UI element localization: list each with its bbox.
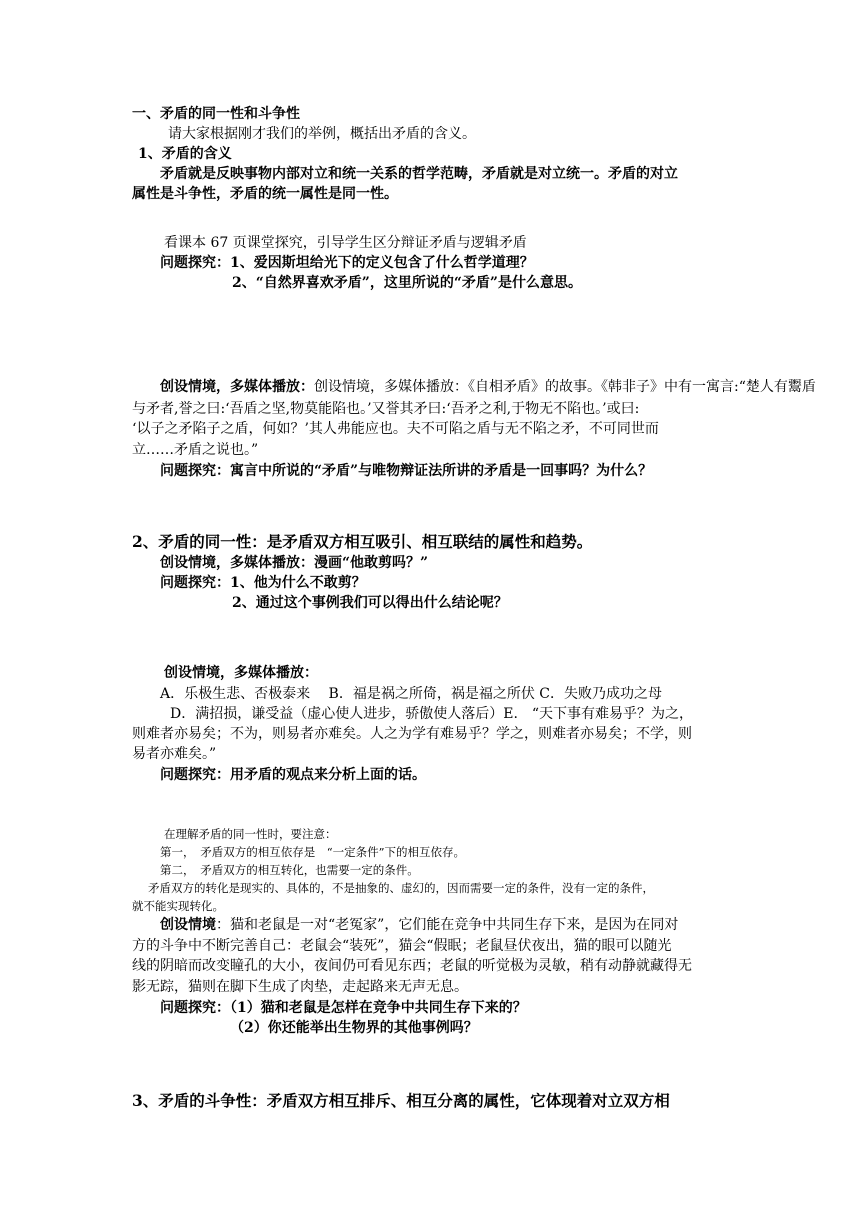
note-second: 第二， 矛盾双方的相互转化，也需要一定的条件。 xyxy=(160,863,419,877)
story-line-2: 与矛者,誉之曰:‘吾盾之坚,物莫能陷也。’又誉其矛曰:‘吾矛之利,于物无不陷也。’或曰: xyxy=(132,401,640,417)
definition-line-1: 矛盾就是反映事物内部对立和统一关系的哲学范畴，矛盾就是对立统一。矛盾的对立 xyxy=(160,166,678,182)
option-d-line-1: D．满招损，谦受益（虚心使人进步，骄傲使人落后）E. “天下事有难易乎？为之， xyxy=(170,706,694,722)
cat-line-3: 线的阴暗而改变瞳孔的大小，夜间仍可看见东西；老鼠的听觉极为灵敏，稍有动静就藏得无 xyxy=(132,958,692,974)
question-5a: 问题探究：（1）猫和老鼠是怎样在竞争中共同生存下来的？ xyxy=(160,1000,527,1016)
cat-line-1 xyxy=(160,915,678,935)
note-first: 第一， 矛盾双方的相互依存是 “一定条件”下的相互依存。 xyxy=(160,845,466,859)
definition-line-2: 属性是斗争性，矛盾的统一属性是同一性。 xyxy=(132,186,398,202)
question-4: 问题探究：用矛盾的观点来分析上面的话。 xyxy=(160,767,426,783)
option-a-line: A．乐极生悲、否极泰来 B．福是祸之所倚，祸是福之所伏 C．失败乃成功之母 xyxy=(160,686,663,702)
question-3b: 2、通过这个事例我们可以得出什么结论呢？ xyxy=(232,595,508,611)
intro-line: 请大家根据刚才我们的举例，概括出矛盾的含义。 xyxy=(168,126,476,142)
question-2: 问题探究：寓言中所说的“矛盾”与唯物辩证法所讲的矛盾是一回事吗？为什么？ xyxy=(160,463,653,479)
subheading-meaning: 1、矛盾的含义 xyxy=(138,146,232,162)
question-5b: （2）你还能举出生物界的其他事例吗？ xyxy=(230,1020,478,1036)
cat-line-4: 影无踪，猫则在脚下生成了肉垫，走起路来无声无息。 xyxy=(132,979,468,995)
note-intro: 在理解矛盾的同一性时，要注意： xyxy=(164,827,337,841)
question-1b: 2、“自然界喜欢矛盾”，这里所说的“矛盾”是什么意思。 xyxy=(232,275,582,291)
note-transform-1: 矛盾双方的转化是现实的、具体的，不是抽象的、虚幻的，因而需要一定的条件，没有一定的条件， xyxy=(148,881,654,895)
section-heading-struggle: 3、矛盾的斗争性：矛盾双方相互排斥、相互分离的属性，它体现着对立双方相 xyxy=(132,1091,670,1110)
textbook-line: 看课本 67 页课堂探究，引导学生区分辩证矛盾与逻辑矛盾 xyxy=(164,235,527,251)
cat-text-1: ：猫和老鼠是一对“老冤家”，它们能在竞争中共同生存下来，是因为在同对 xyxy=(216,917,679,933)
option-d-line-3: 易者亦难矣。” xyxy=(132,746,217,762)
story-line-1 xyxy=(160,377,816,397)
question-1a: 问题探究：1、爱因斯坦给光下的定义包含了什么哲学道理？ xyxy=(160,255,534,271)
comic-line: 创设情境，多媒体播放：漫画“他敢剪吗？” xyxy=(160,555,429,571)
story-line-3: ‘以子之矛陷子之盾，何如？’其人弗能应也。夫不可陷之盾与无不陷之矛，不可同世而 xyxy=(132,421,659,437)
story-line-4: 立……矛盾之说也。” xyxy=(132,442,259,458)
question-3a: 问题探究：1、他为什么不敢剪？ xyxy=(160,575,366,591)
story-text-1: 创设情境，多媒体播放：《自相矛盾》的故事。《韩非子》中有一寓言:“楚人有鬻盾 xyxy=(314,379,816,395)
option-d-line-2: 则难者亦易矣；不为，则易者亦难矣。人之为学有难易乎？学之，则难者亦易矣；不学，则 xyxy=(132,726,692,742)
section-heading-identity: 2、矛盾的同一性：是矛盾双方相互吸引、相互联结的属性和趋势。 xyxy=(132,532,593,551)
story-label: 创设情境，多媒体播放： xyxy=(160,379,314,395)
cat-line-2: 方的斗争中不断完善自己：老鼠会“装死”，猫会“假眠；老鼠昼伏夜出，猫的眼可以随光 xyxy=(132,938,672,954)
cat-label: 创设情境 xyxy=(160,917,216,933)
note-transform-2: 就不能实现转化。 xyxy=(132,899,224,913)
section-heading-identity-struggle: 一、矛盾的同一性和斗争性 xyxy=(132,106,300,122)
media-line: 创设情境，多媒体播放： xyxy=(164,665,318,681)
